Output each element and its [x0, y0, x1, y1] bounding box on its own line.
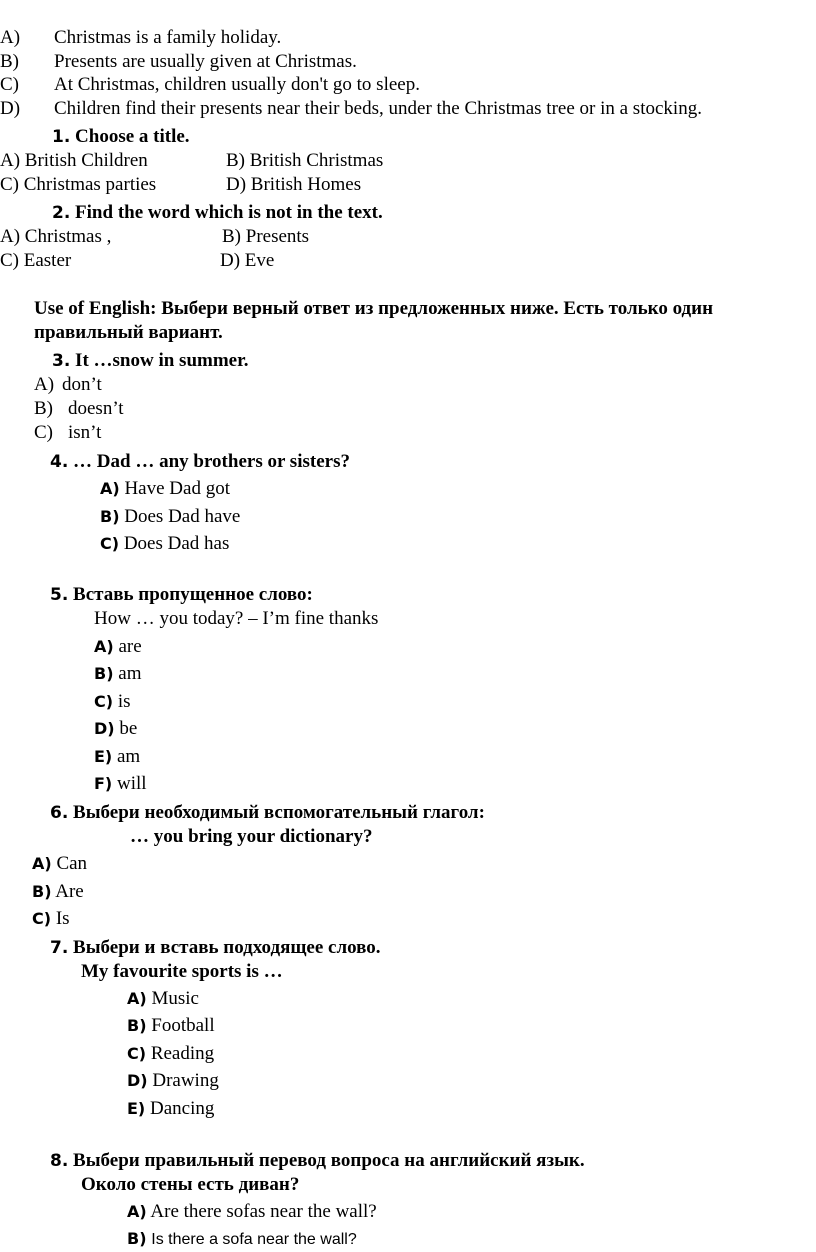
option-a[interactable]: A) British Children: [0, 150, 148, 171]
q4-option-c[interactable]: [100, 533, 229, 555]
option-text: is: [117, 691, 131, 712]
section-heading-line-2: правильный вариант.: [34, 322, 223, 343]
q6-option-b[interactable]: [32, 881, 84, 903]
option-letter: B): [100, 507, 120, 526]
question-2-title: [52, 202, 383, 224]
q5-option-d[interactable]: [94, 718, 137, 740]
question-number: 5.: [50, 585, 69, 605]
option-text: Is: [55, 908, 70, 929]
q6-option-a[interactable]: [32, 853, 87, 875]
option-text: Football: [151, 1015, 215, 1036]
question-text: It …snow in summer.: [75, 350, 249, 371]
option-text: am: [117, 746, 141, 767]
q7-prompt: My favourite sports is …: [81, 961, 283, 982]
statement-letter: B): [0, 51, 19, 72]
option-letter: A): [100, 479, 120, 498]
statement-text: At Christmas, children usually don't go to sleep.: [54, 74, 420, 95]
question-8-title: [50, 1150, 585, 1172]
question-6-title: [50, 802, 485, 824]
statement-text: Children find their presents near their beds, under the Christmas tree or in a stocking.: [54, 98, 702, 119]
option-letter: A): [34, 374, 55, 395]
question-text: … Dad … any brothers or sisters?: [73, 451, 350, 472]
option-letter: C): [94, 692, 114, 711]
option-letter: E): [94, 747, 113, 766]
option-text: Dancing: [150, 1098, 215, 1119]
question-4-title: [50, 451, 350, 473]
option-a[interactable]: A) Christmas ,: [0, 226, 112, 247]
statement-b: [0, 51, 357, 73]
q7-option-c[interactable]: [127, 1043, 214, 1065]
option-letter: A): [32, 854, 52, 873]
q5-option-b[interactable]: [94, 663, 141, 685]
q5-option-c[interactable]: [94, 691, 131, 713]
option-c[interactable]: C) Easter: [0, 250, 72, 271]
option-letter: B): [127, 1016, 147, 1035]
option-letter: C): [32, 909, 52, 928]
statement-letter: C): [0, 74, 19, 95]
question-text: Выбери необходимый вспомогательный глагол:: [73, 802, 485, 823]
q7-option-b[interactable]: [127, 1015, 215, 1037]
statement-a: [0, 27, 282, 49]
question-number: 3.: [52, 351, 71, 371]
option-text: Are there sofas near the wall?: [150, 1201, 377, 1222]
option-letter: B): [32, 882, 52, 901]
option-text: Does Dad have: [124, 506, 241, 527]
option-letter: A): [127, 989, 147, 1008]
option-b[interactable]: B) British Christmas: [226, 150, 384, 171]
statement-letter: D): [0, 98, 21, 119]
q5-option-e[interactable]: [94, 746, 140, 768]
q8-prompt: Около стены есть диван?: [81, 1174, 300, 1195]
question-7-title: [50, 937, 381, 959]
question-text: Вставь пропущенное слово:: [73, 584, 313, 605]
option-text: be: [119, 718, 138, 739]
q7-option-e[interactable]: [127, 1098, 214, 1120]
question-number: 1.: [52, 127, 71, 147]
q1-options-row-2: [0, 174, 420, 196]
q4-option-b[interactable]: [100, 506, 240, 528]
q4-option-a[interactable]: [100, 478, 230, 500]
option-letter: C): [34, 422, 53, 443]
statement-d: [0, 98, 702, 120]
option-letter: D): [94, 719, 115, 738]
option-letter: C): [100, 534, 120, 553]
q3-option-b[interactable]: [34, 398, 124, 420]
option-letter: C): [127, 1044, 147, 1063]
question-text: Выбери правильный перевод вопроса на английский язык.: [73, 1150, 585, 1171]
option-letter: B): [34, 398, 53, 419]
option-letter: A): [127, 1202, 147, 1221]
q3-option-c[interactable]: [34, 422, 102, 444]
option-text: Does Dad has: [123, 533, 230, 554]
question-text: Выбери и вставь подходящее слово.: [73, 937, 381, 958]
q7-option-a[interactable]: [127, 988, 199, 1010]
option-letter: A): [94, 637, 114, 656]
option-d[interactable]: D) Eve: [220, 250, 275, 271]
option-text: Drawing: [152, 1070, 219, 1091]
option-text: doesn’t: [68, 398, 124, 419]
option-text: Reading: [150, 1043, 215, 1064]
option-text: Are: [55, 881, 84, 902]
q6-prompt: … you bring your dictionary?: [130, 826, 373, 847]
option-letter: F): [94, 774, 113, 793]
question-number: 2.: [52, 203, 71, 223]
option-text: Is there a sofa near the wall?: [151, 1231, 357, 1248]
option-text: will: [117, 773, 147, 794]
q1-options-row-1: [0, 150, 420, 172]
statement-letter: A): [0, 27, 21, 48]
option-text: Music: [151, 988, 199, 1009]
q2-options-row-1: [0, 226, 420, 248]
section-heading-line-1: Use of English: Выбери верный ответ из предложенных ниже. Есть только один: [34, 298, 714, 319]
option-letter: E): [127, 1099, 146, 1118]
option-letter: B): [94, 664, 114, 683]
question-1-title: [52, 126, 190, 148]
option-text: Can: [56, 853, 88, 874]
option-text: am: [118, 663, 142, 684]
option-letter: D): [127, 1071, 148, 1090]
question-text: Find the word which is not in the text.: [75, 202, 383, 223]
question-text: Choose a title.: [75, 126, 190, 147]
option-text: Have Dad got: [124, 478, 230, 499]
option-c[interactable]: C) Christmas parties: [0, 174, 157, 195]
option-b[interactable]: B) Presents: [222, 226, 310, 247]
q5-prompt: How … you today? – I’m fine thanks: [94, 608, 379, 629]
option-text: don’t: [62, 374, 102, 395]
q8-option-a[interactable]: [127, 1201, 377, 1223]
q8-option-b[interactable]: [127, 1228, 357, 1251]
question-number: 8.: [50, 1151, 69, 1171]
statement-text: Presents are usually given at Christmas.: [54, 51, 357, 72]
q7-option-d[interactable]: [127, 1070, 219, 1092]
q2-options-row-2: [0, 250, 420, 272]
question-number: 6.: [50, 803, 69, 823]
question-number: 7.: [50, 938, 69, 958]
question-5-title: [50, 584, 313, 606]
question-number: 4.: [50, 452, 69, 472]
option-text: are: [118, 636, 142, 657]
question-3-title: [52, 350, 249, 372]
q3-option-a[interactable]: [34, 374, 102, 396]
statement-c: [0, 74, 420, 96]
statement-text: Christmas is a family holiday.: [54, 27, 282, 48]
option-d[interactable]: D) British Homes: [226, 174, 362, 195]
q6-option-c[interactable]: [32, 908, 70, 930]
q5-option-a[interactable]: [94, 636, 142, 658]
q5-option-f[interactable]: [94, 773, 147, 795]
option-text: isn’t: [68, 422, 102, 443]
option-letter: B): [127, 1229, 147, 1248]
